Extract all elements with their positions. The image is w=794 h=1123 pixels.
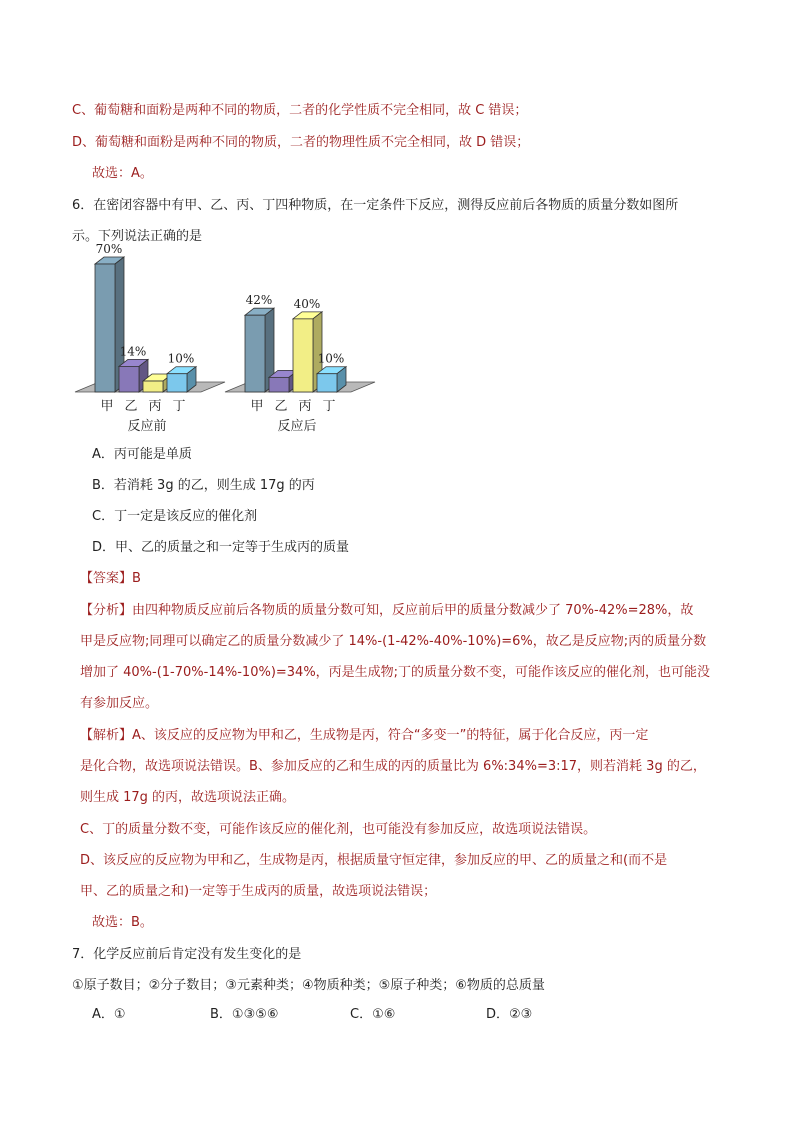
bar-丁 [167, 374, 187, 392]
data-label: 10% [317, 351, 345, 366]
category-label: 丁 [172, 399, 186, 414]
data-label: 70% [95, 242, 123, 256]
chart-title: 反应后 [277, 419, 317, 434]
q6-explain-line-2: 是化合物，故选项说法错误。B、参加反应的乙和生成的丙的质量比为 6%:34%=3:17，则若消耗 3g 的乙， [80, 759, 706, 774]
q6-option-d: D．甲、乙的质量之和一定等于生成丙的质量 [92, 540, 350, 555]
q6-analysis-line-2: 甲是反应物;同理可以确定乙的质量分数减少了 14%-(1-42%-40%-10%)=6%，故乙是反应物;丙的质量分数 [80, 634, 707, 649]
q6-option-c: C．丁一定是该反应的催化剂 [92, 509, 258, 524]
category-label: 丁 [322, 399, 336, 414]
q6-explain-line-4: C、丁的质量分数不变，可能作该反应的催化剂，也可能没有参加反应，故选项说法错误。 [80, 822, 597, 837]
bar-丙 [143, 381, 163, 392]
q6-option-b: B．若消耗 3g 的乙，则生成 17g 的丙 [92, 478, 315, 493]
bar-丁 [317, 374, 337, 392]
category-label: 丙 [148, 399, 162, 414]
q7-option-d: D．②③ [486, 1007, 533, 1022]
q6-stem-line-2: 示。下列说法正确的是 [72, 229, 203, 244]
prev-answer: 故选：A。 [92, 166, 153, 181]
q6-answer: 【答案】B [80, 571, 141, 586]
q6-explain-line-6: 甲、乙的质量之和)一定等于生成丙的质量，故选项说法错误； [80, 884, 437, 899]
data-label: 14% [119, 344, 147, 359]
q6-analysis-line-4: 有参加反应。 [80, 696, 159, 711]
data-label: 40% [293, 296, 321, 311]
category-label: 乙 [124, 399, 138, 414]
category-label: 甲 [100, 399, 114, 414]
bar-乙 [119, 366, 139, 392]
q6-explain-line-1: 【解析】A、该反应的反应物为甲和乙，生成物是丙，符合“多变一”的特征，属于化合反应，丙一定 [80, 728, 649, 743]
q6-explain-line-5: D、该反应的反应物为甲和乙，生成物是丙，根据质量守恒定律，参加反应的甲、乙的质量之和(而不是 [80, 853, 668, 868]
q6-bar-chart-svg [70, 242, 390, 440]
q7-stem: 7．化学反应前后肯定没有发生变化的是 [72, 947, 302, 962]
q6-stem-line-1: 6．在密闭容器中有甲、乙、丙、丁四种物质，在一定条件下反应，测得反应前后各物质的质量分数如图所 [72, 198, 679, 213]
category-label: 乙 [274, 399, 288, 414]
q6-final-answer: 故选：B。 [92, 915, 153, 930]
data-label: 10% [167, 351, 195, 366]
q6-explain-line-3: 则生成 17g 的丙，故选项说法正确。 [80, 790, 296, 805]
category-label: 甲 [250, 399, 264, 414]
q7-items: ①原子数目；②分子数目；③元素种类；④物质种类；⑤原子种类；⑥物质的总质量 [72, 978, 545, 993]
bar-乙 [269, 377, 289, 392]
q6-analysis-line-1: 【分析】由四种物质反应前后各物质的质量分数可知，反应前后甲的质量分数减少了 70%-42%=28%，故 [80, 603, 694, 618]
bar-甲 [95, 264, 115, 392]
data-label: 42% [245, 293, 273, 308]
q7-option-c: C．①⑥ [350, 1007, 396, 1022]
q7-option-b: B．①③⑤⑥ [210, 1007, 279, 1022]
prev-option-d-explanation: D、葡萄糖和面粉是两种不同的物质，二者的物理性质不完全相同，故 D 错误； [72, 135, 530, 150]
bar-丙 [293, 319, 313, 392]
q6-analysis-line-3: 增加了 40%-(1-70%-14%-10%)=34%，丙是生成物;丁的质量分数不变，可能作该反应的催化剂，也可能没 [80, 665, 711, 680]
category-label: 丙 [298, 399, 312, 414]
q6-option-a: A．丙可能是单质 [92, 447, 192, 462]
q6-chart [70, 242, 390, 440]
chart-title: 反应前 [127, 419, 167, 434]
prev-option-c-explanation: C、葡萄糖和面粉是两种不同的物质，二者的化学性质不完全相同，故 C 错误； [72, 103, 528, 118]
bar-甲 [245, 315, 265, 392]
q7-option-a: A．① [92, 1007, 126, 1022]
